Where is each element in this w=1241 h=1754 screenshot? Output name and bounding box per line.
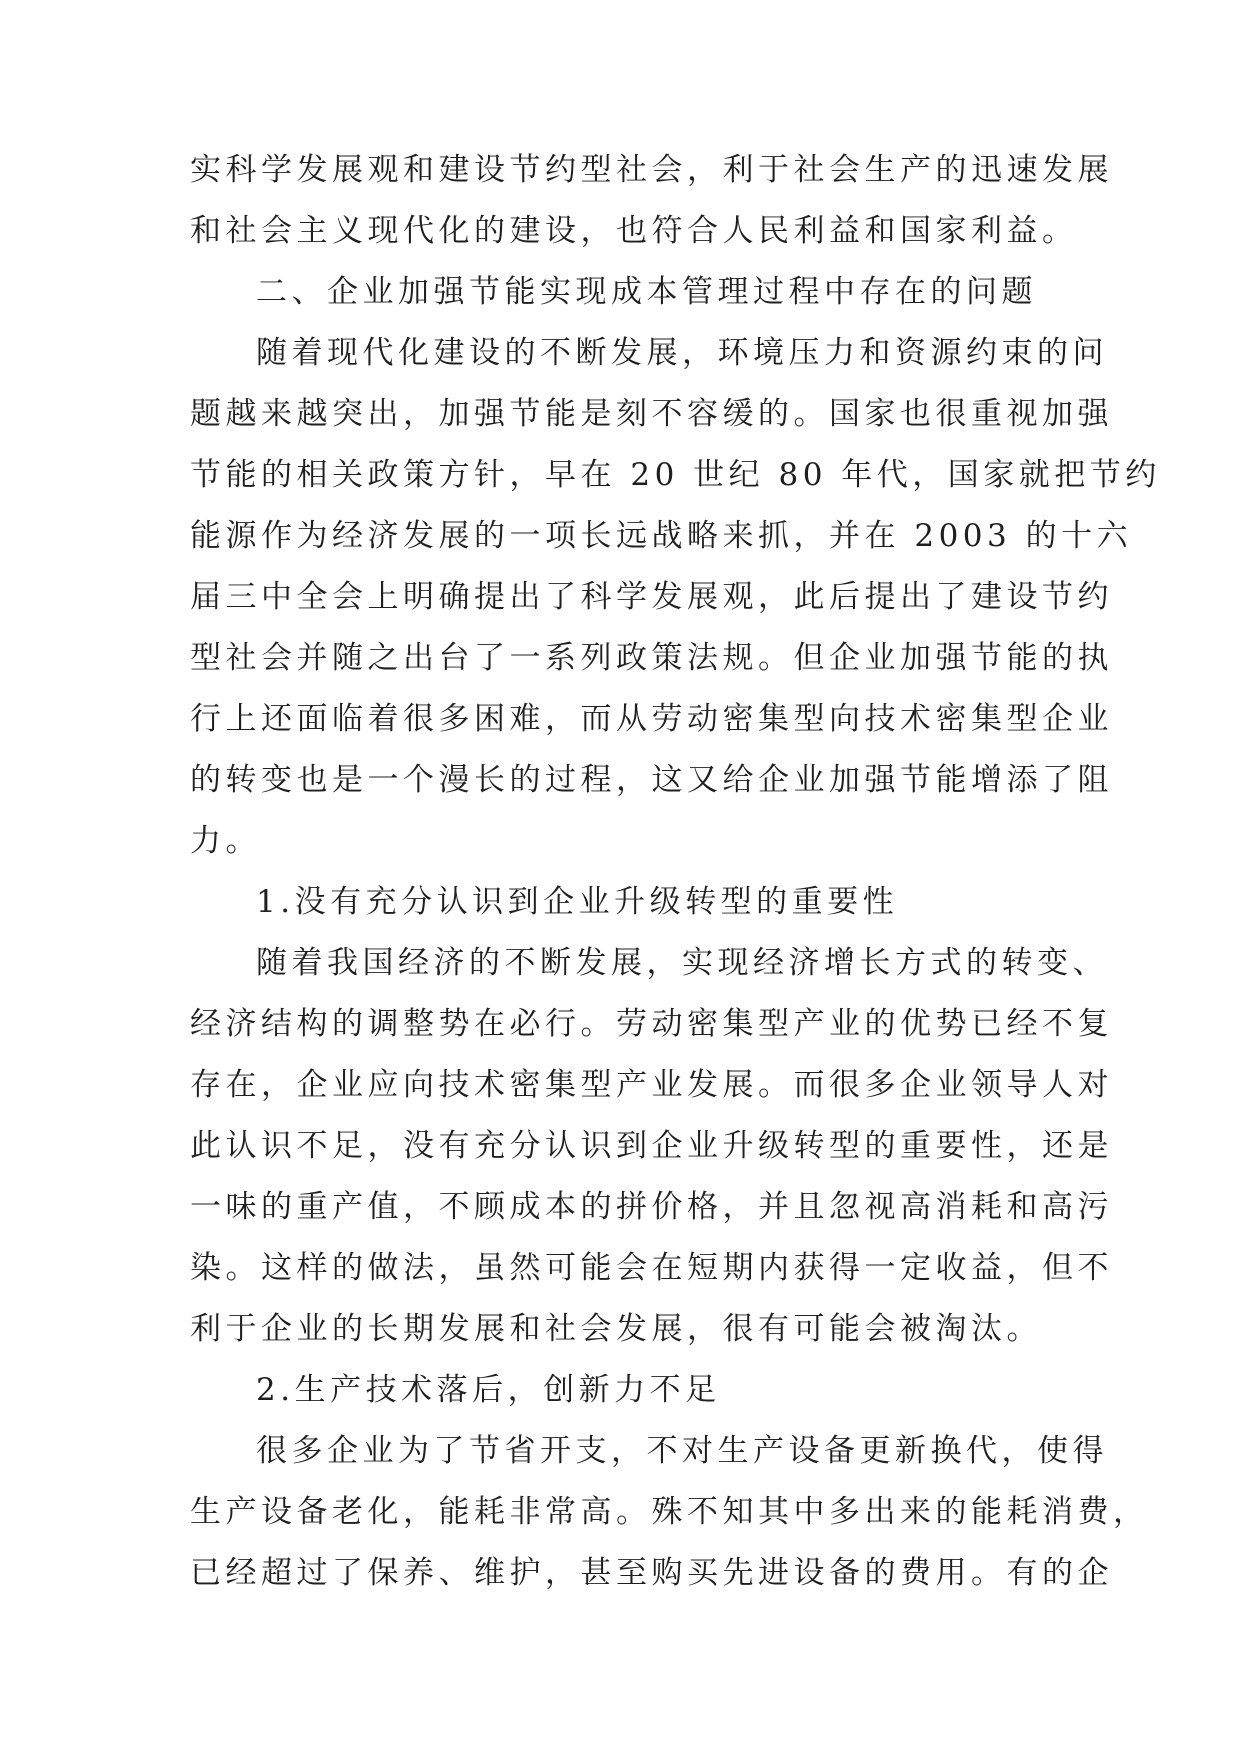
paragraph-line: 实科学发展观和建设节约型社会，利于社会生产的迅速发展 — [190, 152, 1113, 188]
paragraph-line: 已经超过了保养、维护，甚至购买先进设备的费用。有的企 — [190, 1555, 1113, 1591]
paragraph-line: 节能的相关政策方针，早在 20 世纪 80 年代，国家就把节约 — [190, 457, 1161, 493]
paragraph-line: 行上还面临着很多困难，而从劳动密集型向技术密集型企业 — [190, 701, 1113, 737]
paragraph-line: 随着我国经济的不断发展，实现经济增长方式的转变、 — [256, 945, 1108, 981]
paragraph-line: 和社会主义现代化的建设，也符合人民利益和国家利益。 — [190, 213, 1078, 249]
paragraph-line: 能源作为经济发展的一项长远战略来抓，并在 2003 的十六 — [190, 518, 1133, 554]
paragraph-line: 生产设备老化，能耗非常高。殊不知其中多出来的能耗消费， — [190, 1494, 1149, 1530]
paragraph-line: 此认识不足，没有充分认识到企业升级转型的重要性，还是 — [190, 1128, 1113, 1164]
paragraph-line: 很多企业为了节省开支，不对生产设备更新换代，使得 — [256, 1433, 1108, 1469]
paragraph-line: 染。这样的做法，虽然可能会在短期内获得一定收益，但不 — [190, 1250, 1113, 1286]
paragraph-line: 经济结构的调整势在必行。劳动密集型产业的优势已经不复 — [190, 1006, 1113, 1042]
subsection-heading: 1.没有充分认识到企业升级转型的重要性 — [256, 884, 899, 920]
paragraph-line: 题越来越突出，加强节能是刻不容缓的。国家也很重视加强 — [190, 396, 1113, 432]
paragraph-line: 型社会并随之出台了一系列政策法规。但企业加强节能的执 — [190, 640, 1113, 676]
paragraph-line: 一味的重产值，不顾成本的拼价格，并且忽视高消耗和高污 — [190, 1189, 1113, 1225]
subsection-heading: 2.生产技术落后，创新力不足 — [256, 1372, 721, 1408]
section-heading: 二、企业加强节能实现成本管理过程中存在的问题 — [256, 274, 1037, 310]
paragraph-line: 的转变也是一个漫长的过程，这又给企业加强节能增添了阻 — [190, 762, 1113, 798]
paragraph-line: 存在，企业应向技术密集型产业发展。而很多企业领导人对 — [190, 1067, 1113, 1103]
paragraph-line: 届三中全会上明确提出了科学发展观，此后提出了建设节约 — [190, 579, 1113, 615]
paragraph-line: 利于企业的长期发展和社会发展，很有可能会被淘汰。 — [190, 1311, 1042, 1347]
paragraph-line: 力。 — [190, 823, 261, 859]
paragraph-line: 随着现代化建设的不断发展，环境压力和资源约束的问 — [256, 335, 1108, 371]
